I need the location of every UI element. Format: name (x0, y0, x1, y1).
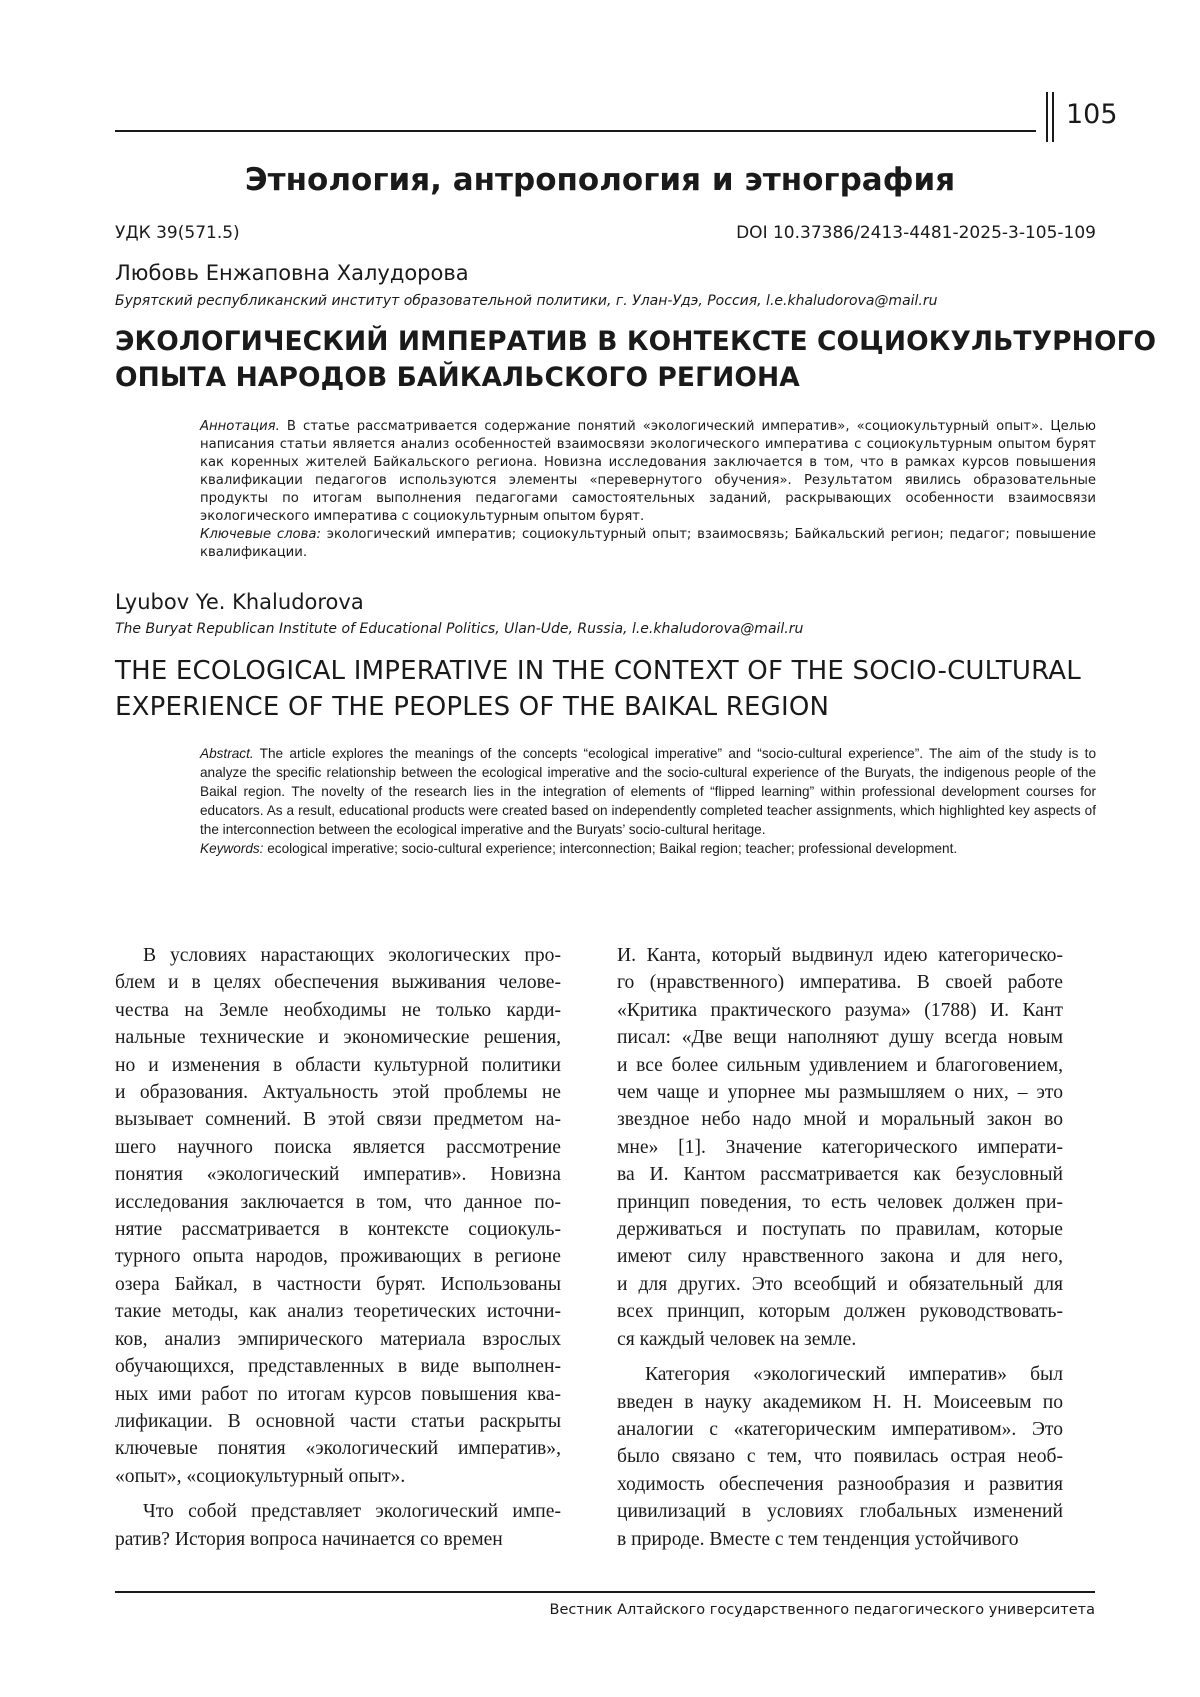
body-line: имеют силу нравственного закона и для него, (617, 1246, 1063, 1268)
body-line: лификации. В основной части статьи раскрыты (115, 1410, 561, 1432)
title-ru-line: ЭКОЛОГИЧЕСКИЙ ИМПЕРАТИВ В КОНТЕКСТЕ СОЦИОКУЛЬТУРНОГО (115, 326, 1157, 357)
body-line: ратив? История вопроса начинается со времен (115, 1528, 503, 1550)
author-en: Lyubov Ye. Khaludorova (115, 590, 364, 614)
body-line: было связано с тем, что появилась острая необ- (617, 1446, 1063, 1468)
body-line: в природе. Вместе с тем тенденция устойчивого (617, 1528, 1019, 1550)
body-line: ков, анализ эмпирического материала взрослых (115, 1328, 561, 1350)
keywords-en-text: ecological imperative; socio-cultural experience; interconnection; Baikal region; teacher; professional development. (263, 841, 958, 856)
abstract-ru-text: В статье рассматривается содержание понятий «экологический императив», «социокультурный опыт». Целью написания статьи является анализ особенностей взаимосвязи экологического императива с социокультурным опытом бурят как коренных жителей Байкальского региона. Новизна исследования заключается в том, что в рамках курсов повышения квалификации педагогов используются элементы «перевернутого обучения». Результатом явились образовательные продукты по итогам выполнения педагогами самостоятельных заданий, раскрывающих особенности взаимосвязи экологического императива с социокультурным опытом бурят. (200, 419, 1096, 524)
body-line: вызывает сомнений. В этой связи предметом на- (115, 1109, 561, 1131)
abstract-en-text: The article explores the meanings of the concepts “ecological imperative” and “socio-cultural experience”. The aim of the study is to analyze the specific relationship between the ecological imperative and the socio-cultural experience of the Buryats, the indigenous people of the Baikal region. The novelty of the research lies in the integration of elements of “flipped learning” within professional development courses for educators. As a result, educational products were created based on independently completed teacher assignments, which highlighted key aspects of the interconnection between the ecological imperative and the Buryats’ socio-cultural heritage. (200, 746, 1096, 837)
footer-rule (115, 1591, 1095, 1593)
body-paragraph (115, 1498, 561, 1553)
header-rule (115, 130, 1036, 132)
body-line: ключевые понятия «экологический императив», (115, 1438, 561, 1460)
body-line: ных ими работ по итогам курсов повышения ква- (115, 1383, 561, 1405)
body-line: В условиях нарастающих экологических про- (143, 945, 561, 966)
title-en-line: THE ECOLOGICAL IMPERATIVE IN THE CONTEXT OF THE SOCIO-CULTURAL (115, 656, 1081, 686)
body-line: нальные технические и экономические решения, (115, 1027, 561, 1049)
body-column-right (617, 942, 1063, 1553)
udk-code: УДК 39(571.5) (115, 223, 240, 243)
body-line: И. Канта, который выдвинул идею категорическо- (617, 945, 1063, 966)
body-line: введен в науку академиком Н. Н. Моисеевым по (617, 1391, 1063, 1413)
body-line: обучающихся, представленных в виде выполнен- (115, 1356, 561, 1378)
body-paragraph (115, 942, 561, 1490)
title-en-line: EXPERIENCE OF THE PEOPLES OF THE BAIKAL REGION (115, 692, 830, 722)
body-line: го (нравственного) императива. В своей работе (617, 972, 1063, 994)
body-line: писал: «Две вещи наполняют душу всегда новым (617, 1027, 1063, 1049)
keywords-en-paragraph (200, 839, 1096, 858)
body-line: нятие рассматривается в контексте социокуль- (115, 1219, 561, 1241)
body-line: чем чаще и упорнее мы размышляем о них, – это (617, 1082, 1063, 1104)
body-line: блем и в целях обеспечения выживания челове- (115, 972, 561, 994)
body-line: чества на Земле необходимы не только карди- (115, 999, 561, 1021)
body-paragraph (617, 1361, 1063, 1553)
body-line: звездное небо надо мной и моральный закон во (617, 1109, 1063, 1131)
abstract-ru-paragraph (200, 418, 1096, 526)
body-line: шего научного поиска является рассмотрение (115, 1136, 561, 1158)
keywords-en-label: Keywords: (200, 841, 264, 856)
body-line: аналогии с «категорическим императивом». Это (617, 1418, 1063, 1440)
body-line: мне» [1]. Значение категорического императи- (617, 1136, 1063, 1158)
doi: DOI 10.37386/2413-4481-2025-3-105-109 (736, 223, 1096, 243)
keywords-ru-paragraph (200, 526, 1096, 562)
body-line: исследования заключается в том, что данное по- (115, 1191, 561, 1213)
body-line: и для других. Это всеобщий и обязательный для (617, 1273, 1063, 1295)
body-line: ся каждый человек на земле. (617, 1328, 857, 1350)
header-bar-1 (1046, 92, 1048, 142)
body-paragraph (617, 942, 1063, 1353)
body-line: такие методы, как анализ теоретических источни- (115, 1301, 561, 1323)
body-line: Категория «экологический императив» был (645, 1364, 1063, 1386)
article-title-en (115, 653, 1095, 725)
journal-name: Вестник Алтайского государственного педагогического университета (549, 1602, 1095, 1618)
body-line: ходимость обеспечения разнообразия и развития (617, 1473, 1063, 1495)
page-number: 105 (1066, 99, 1118, 130)
body-line: и все более сильным удивлением и благоговением, (617, 1054, 1063, 1076)
body-line: всех принцип, которым должен руководствовать- (617, 1301, 1063, 1323)
affiliation-en: The Buryat Republican Institute of Educational Politics, Ulan-Ude, Russia, l.e.khaludorova@mail.ru (115, 621, 804, 637)
body-line: «Критика практического разума» (1788) И. Кант (617, 999, 1063, 1021)
abstract-en (200, 744, 1096, 858)
body-line: понятия «экологический императив». Новизна (115, 1164, 561, 1186)
body-line: турного опыта народов, проживающих в регионе (115, 1246, 561, 1268)
body-line: «опыт», «социокультурный опыт». (115, 1465, 406, 1487)
abstract-en-label: Abstract. (200, 746, 254, 761)
affiliation-ru: Бурятский республиканский институт образовательной политики, г. Улан-Удэ, Россия, l.e.khaludorova@mail.ru (115, 293, 938, 309)
abstract-ru-label: Аннотация. (200, 419, 280, 434)
body-line: ва И. Кантом рассматривается как безусловный (617, 1164, 1063, 1186)
keywords-ru-text: экологический императив; социокультурный опыт; взаимосвязь; Байкальский регион; педагог; повышение квалификации. (200, 527, 1097, 560)
author-ru: Любовь Енжаповна Халудорова (115, 261, 469, 285)
section-title: Этнология, антропология и этнография (244, 162, 956, 198)
body-column-left (115, 942, 561, 1553)
article-title-ru (115, 324, 1157, 396)
keywords-ru-label: Ключевые слова: (200, 527, 321, 542)
body-line: цивилизаций в условиях глобальных изменений (617, 1501, 1063, 1523)
title-ru-line: ОПЫТА НАРОДОВ БАЙКАЛЬСКОГО РЕГИОНА (115, 362, 800, 393)
body-line: принцип поведения, то есть человек должен при- (617, 1191, 1063, 1213)
header-bar-2 (1052, 92, 1054, 142)
abstract-ru (200, 418, 1096, 562)
body-line: и образования. Актуальность этой проблемы не (115, 1082, 561, 1104)
abstract-en-paragraph (200, 744, 1096, 839)
body-line: держиваться и поступать по правилам, которые (617, 1219, 1063, 1241)
body-line: озера Байкал, в частности бурят. Использованы (115, 1273, 561, 1295)
body-line: но и изменения в области культурной политики (115, 1054, 561, 1076)
body-line: Что собой представляет экологический импе- (143, 1501, 561, 1523)
